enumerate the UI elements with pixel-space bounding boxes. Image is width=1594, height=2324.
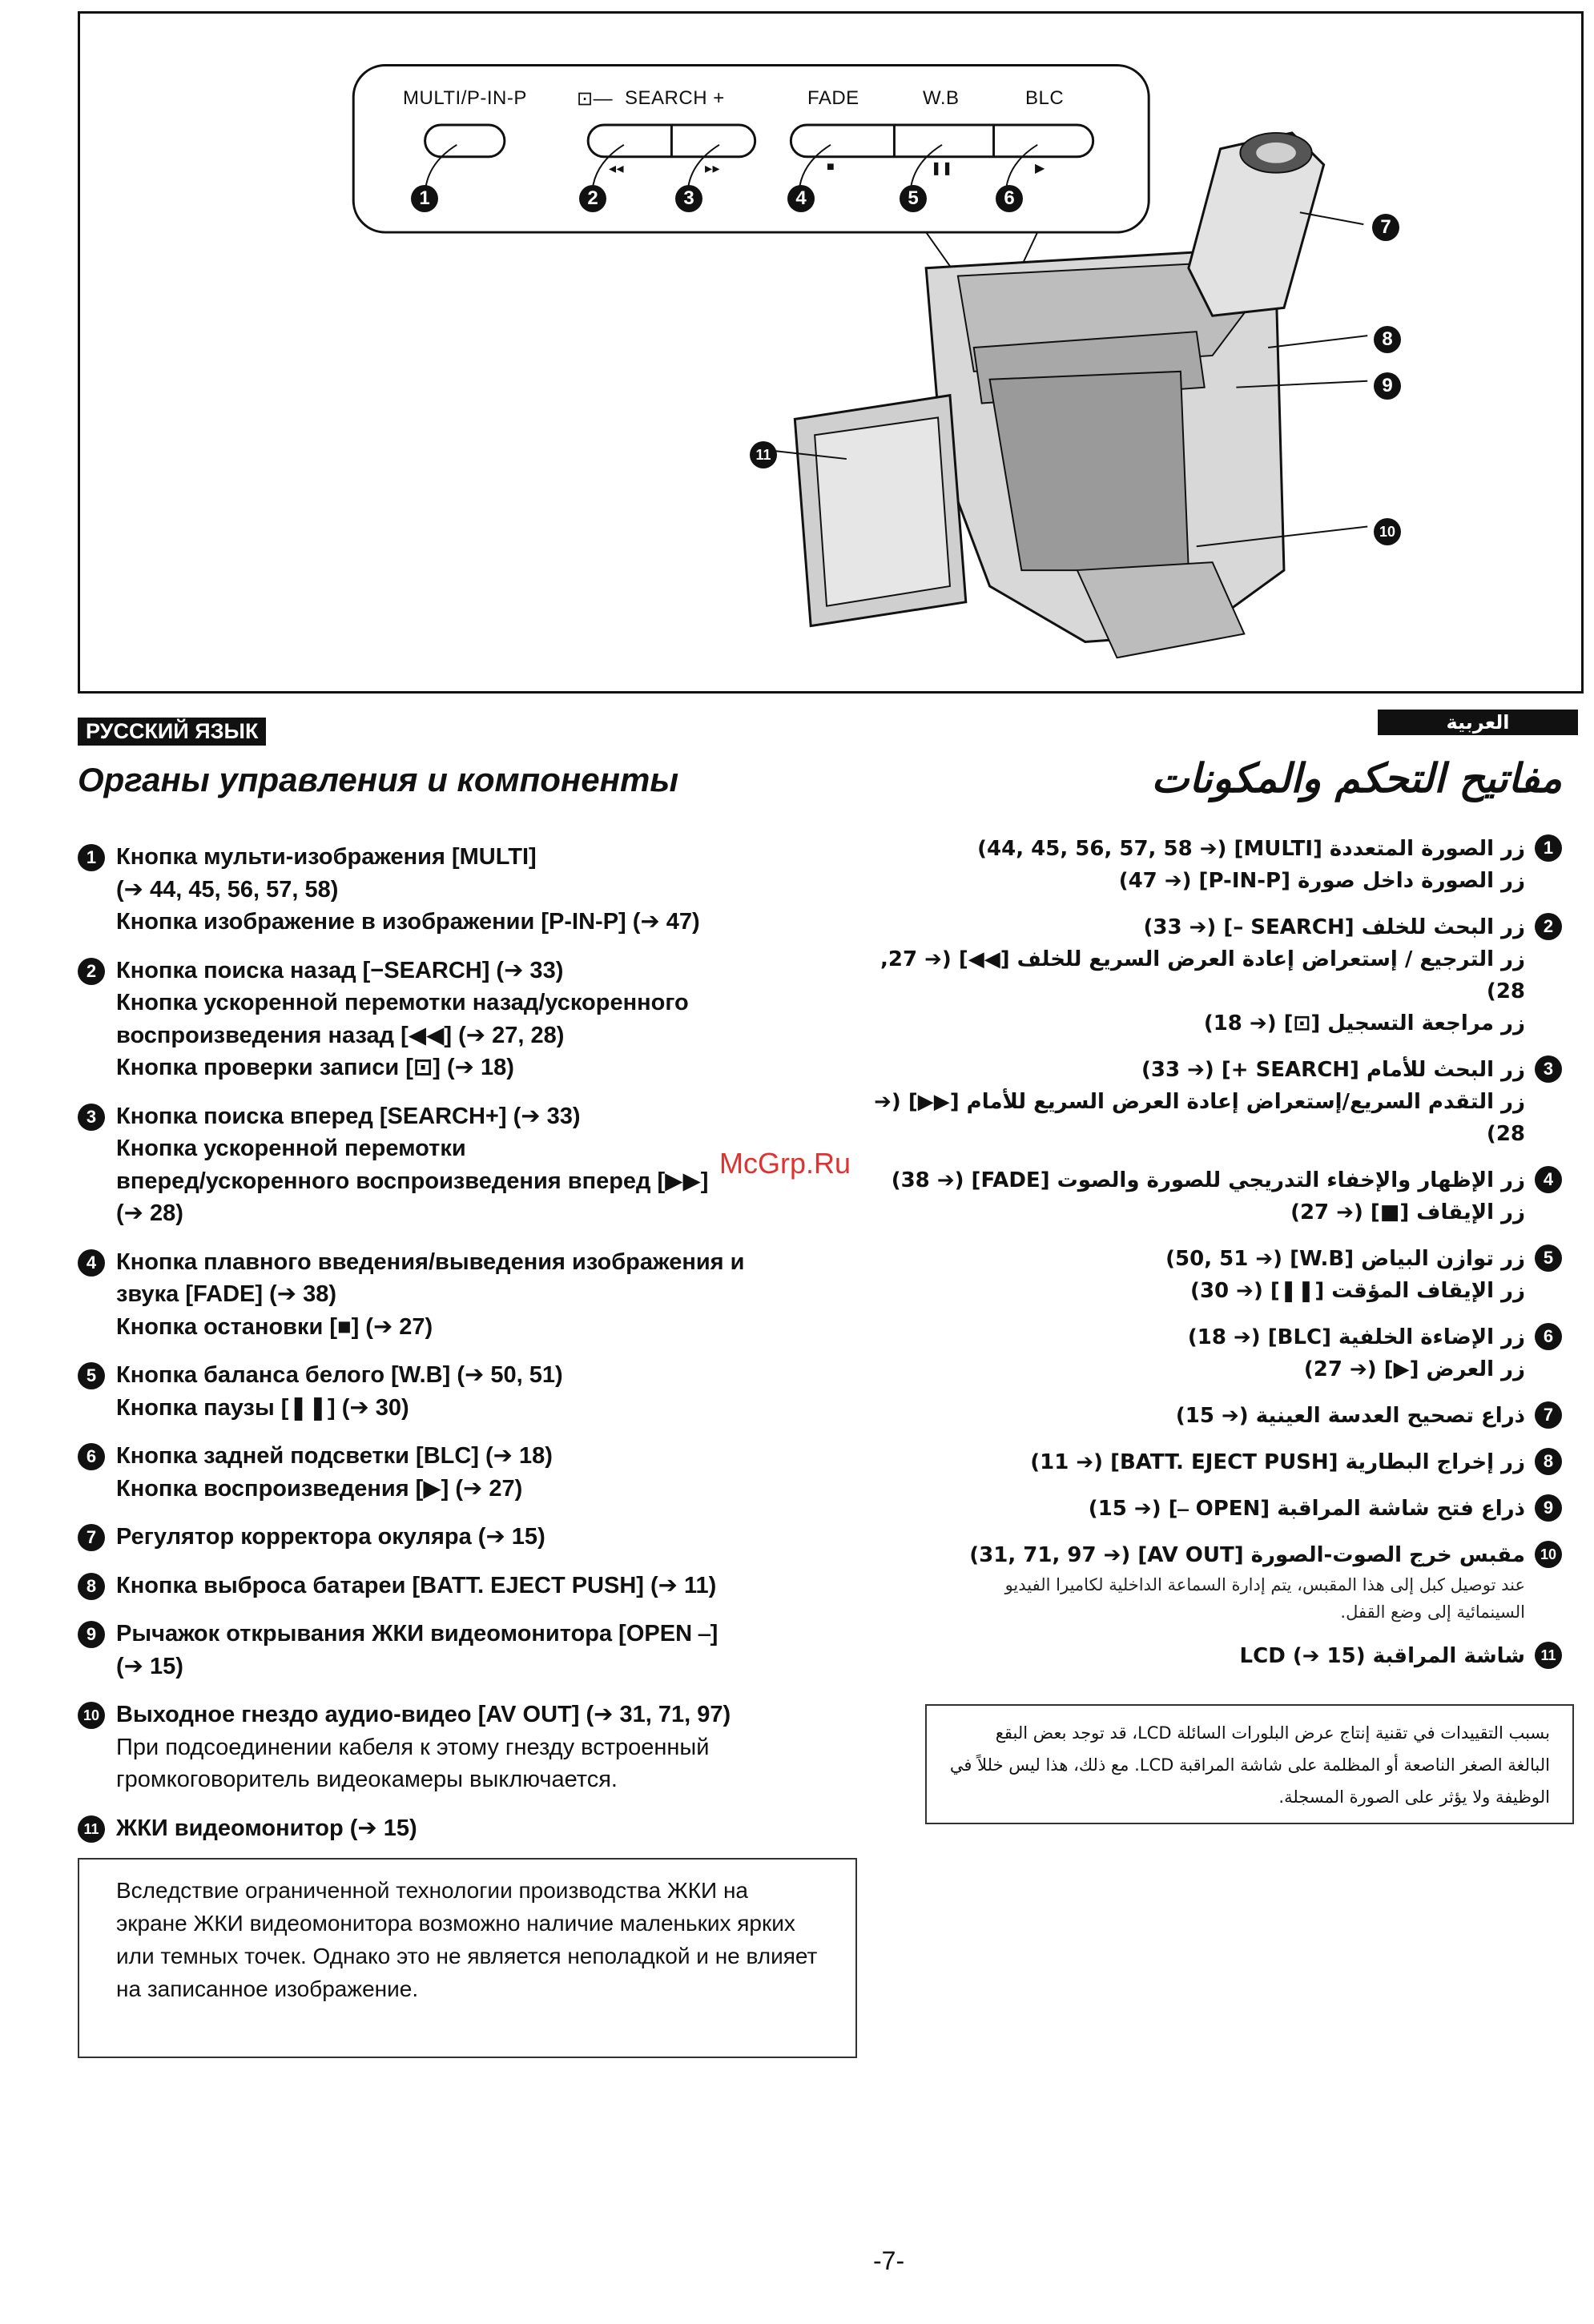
ar-item-6 bbox=[841, 1321, 1562, 1385]
ar-item-10-note-line: عند توصيل كبل إلى هذا المقبس، يتم إدارة السماعة الداخلية لكاميرا الفيديو bbox=[1004, 1575, 1525, 1594]
ru-item-1-line: Кнопка изображение в изображении [P-IN-P] (➔ 47) bbox=[116, 909, 700, 935]
russian-lcd-note: Вследствие ограниченной технологии производства ЖКИ на экране ЖКИ видеомонитора возможно наличие маленьких ярких или темных точек. Однако это не является неполадкой и не влияет на записанное изображение. bbox=[78, 1858, 857, 2058]
ru-item-3-line: вперед/ускоренного воспроизведения вперед [▶▶] bbox=[116, 1168, 709, 1194]
ar-number-8: 8 bbox=[1535, 1448, 1562, 1475]
ru-item-9-line: (➔ 15) bbox=[116, 1653, 183, 1679]
ru-item-11 bbox=[78, 1812, 879, 1845]
ar-item-10 bbox=[841, 1539, 1562, 1626]
page-number: -7- bbox=[873, 2246, 905, 2275]
russian-language-tag: РУССКИЙ ЯЗЫК bbox=[78, 718, 266, 746]
callout-7: 7 bbox=[1372, 214, 1399, 241]
ar-item-2-line: زر البحث للخلف [SEARCH –] (➔ 33) bbox=[1143, 915, 1525, 939]
ru-number-7: 7 bbox=[78, 1524, 105, 1551]
ru-item-6-line: Кнопка задней подсветки [BLC] (➔ 18) bbox=[116, 1443, 553, 1469]
ar-number-6: 6 bbox=[1535, 1323, 1562, 1350]
camcorder-illustration bbox=[80, 14, 1581, 691]
ar-item-10-line: مقبس خرج الصوت-الصورة [AV OUT] (➔ 31, 71, 97) bbox=[969, 1543, 1525, 1567]
ar-item-4-line: زر الإيقاف [■] (➔ 27) bbox=[1290, 1200, 1525, 1224]
play-icon: ▶ bbox=[1035, 162, 1045, 175]
callout-10: 10 bbox=[1374, 518, 1401, 545]
fast-forward-icon: ▸▸ bbox=[705, 160, 721, 176]
ar-number-5: 5 bbox=[1535, 1244, 1562, 1272]
ar-number-2: 2 bbox=[1535, 913, 1562, 940]
ru-item-2-line: Кнопка ускоренной перемотки назад/ускоренного bbox=[116, 990, 689, 1015]
ru-item-9-line: Рычажок открывания ЖКИ видеомонитора [OPEN ⎯] bbox=[116, 1621, 719, 1647]
ru-item-6 bbox=[78, 1440, 879, 1505]
search-label: SEARCH + bbox=[625, 87, 725, 109]
ru-number-6: 6 bbox=[78, 1443, 105, 1470]
callout-6: 6 bbox=[996, 185, 1023, 212]
ar-item-3-line: زر التقدم السريع/إستعراض إعادة العرض السريع للأمام [▶▶] (➔ 28) bbox=[874, 1090, 1525, 1146]
ar-item-4 bbox=[841, 1164, 1562, 1228]
ar-item-1-line: زر الصورة المتعددة [MULTI] (➔ 44, 45, 56, 57, 58) bbox=[977, 837, 1525, 861]
ar-item-6-line: زر العرض [▶] (➔ 27) bbox=[1303, 1357, 1525, 1381]
callout-4: 4 bbox=[787, 185, 815, 212]
ru-item-10-note-line: громкоговоритель видеокамеры выключается. bbox=[116, 1767, 618, 1792]
ru-item-3-line: (➔ 28) bbox=[116, 1200, 183, 1226]
ru-item-1-line: (➔ 44, 45, 56, 57, 58) bbox=[116, 876, 339, 903]
ru-item-6-line: Кнопка воспроизведения [▶] (➔ 27) bbox=[116, 1475, 523, 1502]
ar-number-9: 9 bbox=[1535, 1494, 1562, 1522]
ar-item-2-line: زر الترجيع / إستعراض إعادة العرض السريع للخلف [◀◀] (➔ 27, 28) bbox=[880, 947, 1525, 1003]
pause-icon: ❚❚ bbox=[931, 162, 953, 175]
russian-title: Органы управления и компоненты bbox=[78, 761, 679, 798]
ru-item-10-note-line: При подсоединении кабеля к этому гнезду встроенный bbox=[116, 1734, 710, 1760]
ar-item-1 bbox=[841, 833, 1562, 897]
ar-item-8 bbox=[841, 1446, 1562, 1478]
callout-1: 1 bbox=[411, 185, 438, 212]
ru-item-10-line: Выходное гнездо аудио-видео [AV OUT] (➔ 31, 71, 97) bbox=[116, 1702, 731, 1727]
ru-item-5-line: Кнопка паузы [❚❚] (➔ 30) bbox=[116, 1394, 409, 1421]
ru-item-3-line: Кнопка поиска вперед [SEARCH+] (➔ 33) bbox=[116, 1103, 581, 1129]
ar-number-10: 10 bbox=[1535, 1541, 1562, 1568]
ru-item-5 bbox=[78, 1359, 879, 1424]
ru-item-7 bbox=[78, 1521, 879, 1554]
fade-label: FADE bbox=[807, 87, 859, 109]
ar-item-9-line: ذراع فتح شاشة المراقبة [OPEN ⎯] (➔ 15) bbox=[1088, 1497, 1525, 1521]
ru-item-10 bbox=[78, 1699, 879, 1796]
russian-component-list bbox=[78, 841, 879, 1860]
callout-3: 3 bbox=[675, 185, 702, 212]
ar-item-10-note-line: السينمائية إلى وضع القفل. bbox=[1340, 1602, 1525, 1622]
ru-number-10: 10 bbox=[78, 1702, 105, 1729]
ar-item-7 bbox=[841, 1400, 1562, 1432]
ru-item-4-line: звука [FADE] (➔ 38) bbox=[116, 1281, 336, 1307]
camcorder-figure bbox=[78, 11, 1584, 694]
rewind-icon: ◂◂ bbox=[609, 160, 625, 176]
ru-item-5-line: Кнопка баланса белого [W.B] (➔ 50, 51) bbox=[116, 1362, 563, 1388]
ru-item-9 bbox=[78, 1618, 879, 1683]
ru-item-2-line: воспроизведения назад [◀◀] (➔ 27, 28) bbox=[116, 1022, 565, 1048]
ar-item-11-line: شاشة المراقبة LCD (➔ 15) bbox=[1239, 1644, 1525, 1668]
ru-item-4 bbox=[78, 1246, 879, 1344]
ru-number-2: 2 bbox=[78, 958, 105, 985]
ru-number-11: 11 bbox=[78, 1815, 105, 1843]
search-minus-icon: ⊡— bbox=[577, 88, 614, 110]
ru-item-4-line: Кнопка плавного введения/выведения изображения и bbox=[116, 1248, 745, 1275]
ar-item-6-line: زر الإضاءة الخلفية [BLC] (➔ 18) bbox=[1187, 1325, 1525, 1349]
ar-item-2-line: زر مراجعة التسجيل [⊡] (➔ 18) bbox=[1203, 1011, 1525, 1035]
callout-2: 2 bbox=[579, 185, 606, 212]
arabic-language-tag: العربية bbox=[1378, 710, 1578, 735]
multi-pinp-label: MULTI/P-IN-P bbox=[403, 87, 527, 109]
callout-5: 5 bbox=[900, 185, 927, 212]
ar-item-5-line: زر الإيقاف المؤقت [❚❚] (➔ 30) bbox=[1190, 1279, 1525, 1303]
ru-item-3-line: Кнопка ускоренной перемотки bbox=[116, 1136, 466, 1161]
arabic-lcd-note: بسبب التقييدات في تقنية إنتاج عرض البلورات السائلة LCD، قد توجد بعض البقع البالغة الصغر الناصعة أو المظلمة على شاشة المراقبة LCD. مع ذلك، هذا ليس خللاً في الوظيفة ولا يؤثر على الصورة المسجلة. bbox=[925, 1704, 1574, 1824]
ar-number-4: 4 bbox=[1535, 1166, 1562, 1193]
ru-number-9: 9 bbox=[78, 1621, 105, 1648]
wb-label: W.B bbox=[923, 87, 960, 109]
ru-item-1 bbox=[78, 841, 879, 939]
ru-number-8: 8 bbox=[78, 1573, 105, 1600]
callout-8: 8 bbox=[1374, 326, 1401, 353]
ar-number-7: 7 bbox=[1535, 1401, 1562, 1429]
ar-number-11: 11 bbox=[1535, 1642, 1562, 1669]
ru-item-2-line: Кнопка поиска назад [−SEARCH] (➔ 33) bbox=[116, 957, 564, 983]
ar-item-3-line: زر البحث للأمام [SEARCH +] (➔ 33) bbox=[1141, 1058, 1525, 1082]
arabic-component-list bbox=[841, 833, 1562, 1687]
watermark: McGrp.Ru bbox=[719, 1147, 851, 1180]
ru-number-5: 5 bbox=[78, 1362, 105, 1389]
ar-number-1: 1 bbox=[1535, 834, 1562, 862]
callout-11: 11 bbox=[750, 441, 777, 468]
blc-label: BLC bbox=[1025, 87, 1065, 109]
multi-button-shape bbox=[425, 125, 505, 157]
arabic-title: مفاتيح التحكم والمكونات bbox=[1151, 754, 1562, 802]
ru-number-1: 1 bbox=[78, 844, 105, 871]
ar-number-3: 3 bbox=[1535, 1055, 1562, 1083]
ru-item-11-line: ЖКИ видеомонитор (➔ 15) bbox=[116, 1815, 417, 1841]
ar-item-11 bbox=[841, 1640, 1562, 1672]
stop-icon: ■ bbox=[827, 160, 835, 174]
ar-item-9 bbox=[841, 1493, 1562, 1525]
ru-item-2 bbox=[78, 955, 879, 1084]
ru-item-4-line: Кнопка остановки [■] (➔ 27) bbox=[116, 1313, 433, 1340]
callout-9: 9 bbox=[1374, 372, 1401, 400]
ru-item-2-line: Кнопка проверки записи [⊡] (➔ 18) bbox=[116, 1055, 514, 1080]
ar-item-5-line: زر توازن البياض [W.B] (➔ 50, 51) bbox=[1165, 1247, 1525, 1271]
ar-item-3 bbox=[841, 1054, 1562, 1150]
ru-number-3: 3 bbox=[78, 1104, 105, 1131]
ar-item-4-line: زر الإظهار والإخفاء التدريجي للصورة والصوت [FADE] (➔ 38) bbox=[891, 1168, 1525, 1192]
fade-wb-blc-buttons-shape bbox=[791, 125, 1093, 157]
ar-item-1-line: زر الصورة داخل صورة [P-IN-P] (➔ 47) bbox=[1118, 869, 1525, 893]
ru-item-7-line: Регулятор корректора окуляра (➔ 15) bbox=[116, 1524, 545, 1550]
ar-item-7-line: ذراع تصحيح العدسة العينية (➔ 15) bbox=[1175, 1404, 1525, 1428]
ru-item-1-line: Кнопка мульти-изображения [MULTI] bbox=[116, 844, 537, 870]
ar-item-8-line: زر إخراج البطارية [BATT. EJECT PUSH] (➔ 11) bbox=[1030, 1450, 1525, 1474]
ru-item-8-line: Кнопка выброса батареи [BATT. EJECT PUSH] (➔ 11) bbox=[116, 1572, 717, 1598]
ru-number-4: 4 bbox=[78, 1249, 105, 1277]
ar-item-5 bbox=[841, 1243, 1562, 1307]
ru-item-8 bbox=[78, 1570, 879, 1602]
ar-item-2 bbox=[841, 911, 1562, 1039]
